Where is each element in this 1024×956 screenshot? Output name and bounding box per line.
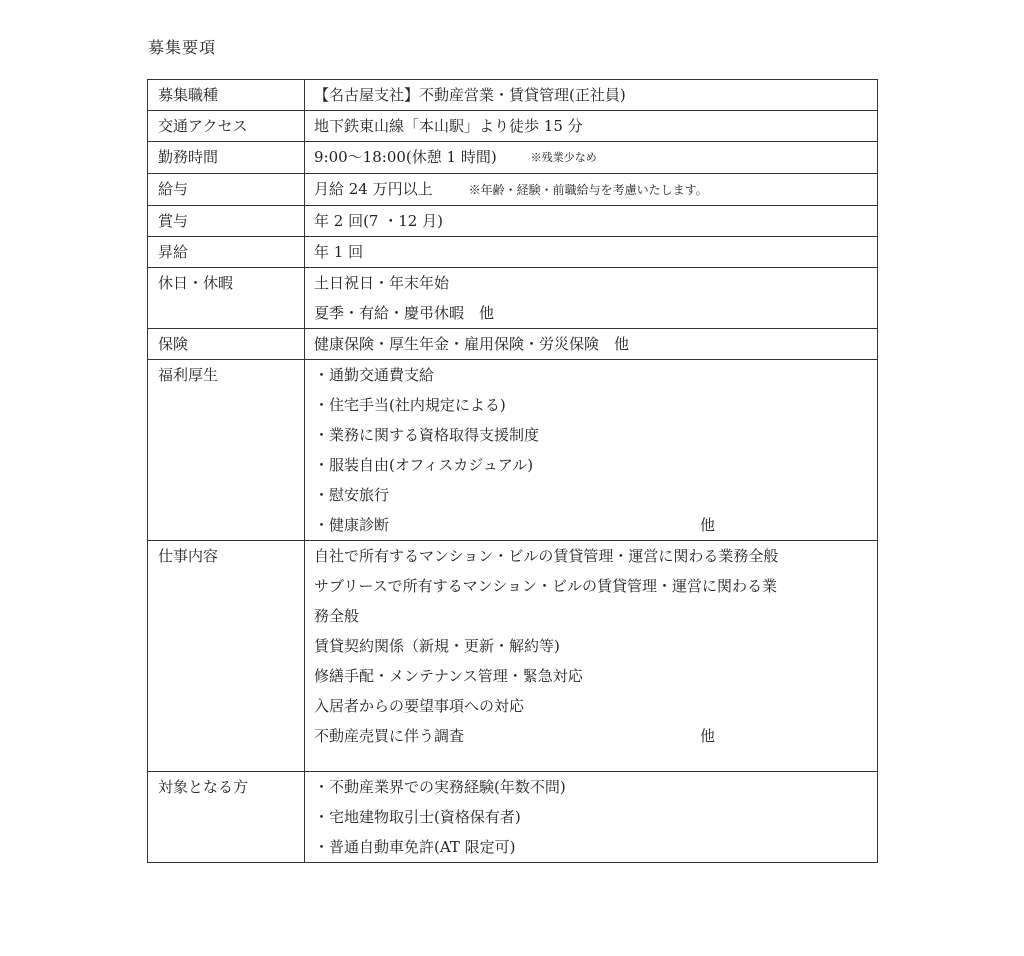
list-item: ・服装自由(オフィスカジュアル)	[314, 456, 534, 474]
list-item: ・普通自動車免許(AT 限定可)	[314, 838, 516, 856]
row-value	[305, 329, 878, 360]
job-type-value: 【名古屋支社】不動産営業・賃貸管理(正社員)	[314, 86, 626, 104]
row-value	[305, 237, 878, 268]
row-label: 保険	[148, 329, 305, 360]
hours-value: 9:00～18:00(休憩 1 時間)	[314, 148, 497, 166]
list-item: サブリースで所有するマンション・ビルの賃貸管理・運営に関わる業	[314, 577, 777, 595]
row-label: 対象となる方	[148, 772, 305, 863]
table-row-raise	[148, 237, 878, 268]
list-item: 夏季・有給・慶弔休暇 他	[314, 304, 495, 322]
requirements-table	[147, 79, 878, 863]
salary-note: ※年齢・経験・前職給与を考慮いたします。	[468, 183, 708, 197]
list-item-last	[314, 721, 873, 751]
list-item: ・宅地建物取引士(資格保有者)	[314, 808, 521, 826]
table-row-duties	[148, 541, 878, 772]
raise-value: 年 1 回	[314, 243, 364, 261]
row-label: 給与	[148, 174, 305, 206]
row-label: 賞与	[148, 206, 305, 237]
list-item: ・不動産業界での実務経験(年数不問)	[314, 778, 566, 796]
list-item: ・業務に関する資格取得支援制度	[314, 426, 540, 444]
row-value	[305, 541, 878, 772]
bonus-value: 年 2 回(7 ・12 月)	[314, 212, 443, 230]
row-value	[305, 174, 878, 206]
row-value	[305, 142, 878, 174]
table-row-hours	[148, 142, 878, 174]
row-label: 募集職種	[148, 80, 305, 111]
list-item: ・健康診断	[314, 516, 390, 534]
cell-spacer	[314, 751, 873, 771]
row-value	[305, 80, 878, 111]
list-item: 務全般	[314, 607, 360, 625]
table-row-job-type	[148, 80, 878, 111]
table-row-target	[148, 772, 878, 863]
page-title: 募集要項	[148, 38, 217, 57]
table-row-holidays	[148, 268, 878, 329]
row-label: 交通アクセス	[148, 111, 305, 142]
list-item: ・慰安旅行	[314, 486, 390, 504]
row-label: 昇給	[148, 237, 305, 268]
table-row-salary	[148, 174, 878, 206]
table-row-access	[148, 111, 878, 142]
list-item-last	[314, 510, 873, 540]
list-item: 不動産売買に伴う調査	[314, 727, 465, 745]
salary-value: 月給 24 万円以上	[314, 180, 433, 198]
row-value	[305, 206, 878, 237]
table-row-welfare	[148, 360, 878, 541]
row-value	[305, 268, 878, 329]
list-item: ・通勤交通費支給	[314, 366, 435, 384]
list-item: 修繕手配・メンテナンス管理・緊急対応	[314, 667, 583, 685]
list-item: ・住宅手当(社内規定による)	[314, 396, 506, 414]
salary-line	[314, 174, 873, 205]
row-value	[305, 772, 878, 863]
list-item: 賃貸契約関係（新規・更新・解約等)	[314, 637, 560, 655]
row-label: 勤務時間	[148, 142, 305, 174]
access-value: 地下鉄東山線「本山駅」より徒歩 15 分	[314, 117, 583, 135]
row-label: 仕事内容	[148, 541, 305, 772]
row-label: 福利厚生	[148, 360, 305, 541]
hours-note: ※残業少なめ	[530, 151, 597, 164]
welfare-other: 他	[700, 516, 716, 534]
hours-line	[314, 142, 873, 173]
list-item: 土日祝日・年末年始	[314, 274, 450, 292]
list-item: 入居者からの要望事項への対応	[314, 697, 525, 715]
row-label: 休日・休暇	[148, 268, 305, 329]
insurance-value: 健康保険・厚生年金・雇用保険・労災保険 他	[314, 335, 630, 353]
table-row-insurance	[148, 329, 878, 360]
list-item: 自社で所有するマンション・ビルの賃貸管理・運営に関わる業務全般	[314, 547, 779, 565]
duties-other: 他	[700, 727, 716, 745]
table-row-bonus	[148, 206, 878, 237]
row-value	[305, 111, 878, 142]
row-value	[305, 360, 878, 541]
